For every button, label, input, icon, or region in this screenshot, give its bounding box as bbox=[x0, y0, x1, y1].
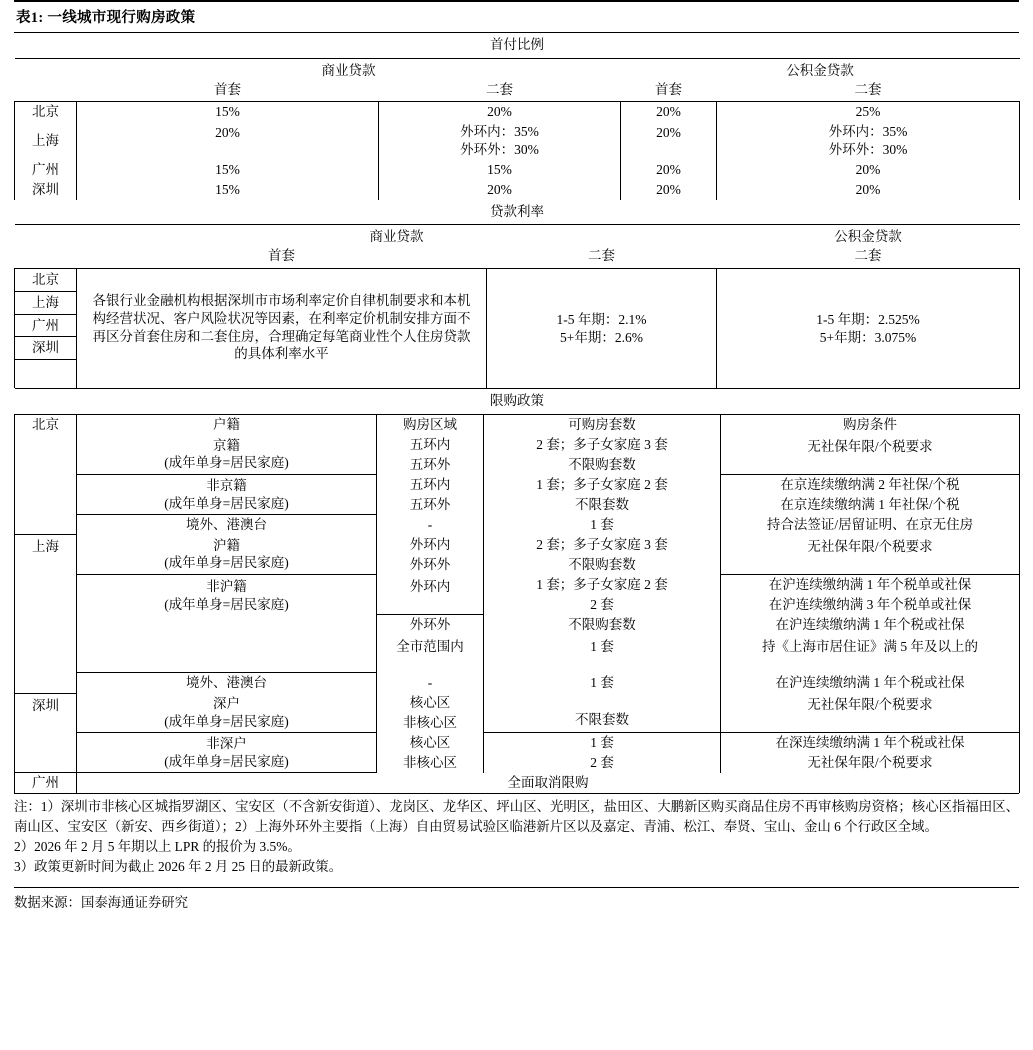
count-cell: 不限套数 bbox=[484, 693, 721, 733]
count-cell: 不限购套数 bbox=[484, 615, 721, 635]
area-cell: 核心区 bbox=[377, 693, 484, 713]
condition-cell: 在京连续缴纳满 1 年社保/个税 bbox=[721, 495, 1020, 515]
spacer-cell bbox=[15, 80, 77, 102]
hukou-cell: 境外、港澳台 bbox=[77, 673, 377, 693]
col-commercial-second: 二套 bbox=[379, 80, 621, 102]
area-cell: - bbox=[377, 515, 484, 535]
restriction-band-label: 限购政策 bbox=[15, 389, 1020, 415]
condition-cell: 在沪连续缴纳满 1 年个税或社保 bbox=[721, 673, 1020, 693]
count-cell: 1 套 bbox=[484, 515, 721, 535]
hukou-line: (成年单身=居民家庭) bbox=[164, 555, 289, 571]
group-commercial-label: 商业贷款 bbox=[321, 62, 376, 78]
count-cell: 1 套 bbox=[484, 733, 721, 753]
col-fund-second: 二套 bbox=[717, 80, 1020, 102]
hukou-cell bbox=[77, 733, 377, 773]
fund-first-rate-cell bbox=[487, 268, 717, 388]
col-commercial-first: 首套 bbox=[77, 80, 379, 102]
col-commercial-first: 首套 bbox=[77, 246, 487, 268]
header-count: 可购房套数 bbox=[484, 415, 721, 435]
table-row bbox=[15, 102, 1020, 122]
count-cell: 不限购套数 bbox=[484, 555, 721, 575]
count-cell-empty bbox=[484, 657, 721, 673]
table-row bbox=[15, 693, 1020, 713]
value-cell: 20% bbox=[621, 122, 717, 160]
table-row bbox=[15, 435, 1020, 455]
value-cell: 20% bbox=[621, 160, 717, 180]
city-label: 深圳 bbox=[15, 337, 76, 360]
hukou-line: 深户 bbox=[213, 695, 240, 711]
area-text: 全市范围内 bbox=[396, 638, 464, 654]
hukou-line: (成年单身=居民家庭) bbox=[164, 753, 289, 769]
hukou-cell bbox=[77, 474, 377, 514]
area-cell: 五环外 bbox=[377, 495, 484, 515]
count-cell: 2 套；多子女家庭 3 套 bbox=[484, 535, 721, 555]
count-cell: 2 套；多子女家庭 3 套 bbox=[484, 435, 721, 455]
area-cell-empty bbox=[377, 657, 484, 673]
city-label: 广州 bbox=[15, 160, 77, 180]
value-cell: 15% bbox=[77, 102, 379, 122]
page-title: 表1: 一线城市现行购房政策 bbox=[14, 0, 1019, 33]
city-label: 上海 bbox=[15, 292, 76, 315]
count-cell: 1 套；多子女家庭 2 套 bbox=[484, 575, 721, 595]
rate-line: 5+年期：2.6% bbox=[560, 329, 643, 345]
restriction-header-row bbox=[15, 415, 1020, 435]
table-row bbox=[15, 575, 1020, 595]
value-line: 外环外：30% bbox=[460, 142, 539, 158]
footnote-3: 3）政策更新时间为截止 2026 年 2 月 25 日的最新政策。 bbox=[14, 859, 343, 875]
hukou-cell bbox=[77, 435, 377, 475]
header-area: 购房区域 bbox=[377, 415, 484, 435]
value-cell: 15% bbox=[77, 180, 379, 200]
count-cell: 1 套 bbox=[484, 673, 721, 693]
hukou-line: (成年单身=居民家庭) bbox=[164, 495, 289, 511]
count-cell: 2 套 bbox=[484, 595, 721, 615]
hukou-cell bbox=[77, 693, 377, 733]
spacer-cell bbox=[15, 246, 77, 268]
hukou-line: 沪籍 bbox=[213, 537, 240, 553]
area-cell: 五环内 bbox=[377, 474, 484, 494]
city-label: 北京 bbox=[15, 102, 77, 122]
city-label: 深圳 bbox=[15, 693, 77, 773]
col-commercial-second: 二套 bbox=[487, 246, 717, 268]
value-cell bbox=[379, 122, 621, 160]
hukou-line: (成年单身=居民家庭) bbox=[164, 455, 289, 471]
condition-cell: 无社保年限/个税要求 bbox=[721, 693, 1020, 733]
count-cell: 不限套数 bbox=[484, 495, 721, 515]
area-cell: 核心区 bbox=[377, 733, 484, 753]
spacer-cell bbox=[15, 225, 77, 246]
city-label: 广州 bbox=[15, 773, 77, 793]
downpayment-group-row bbox=[15, 58, 1020, 79]
hukou-cell bbox=[77, 575, 377, 673]
header-condition: 购房条件 bbox=[721, 415, 1020, 435]
area-cell: 外环内 bbox=[377, 575, 484, 615]
city-label bbox=[15, 435, 77, 535]
rate-body-row bbox=[15, 268, 1020, 388]
city-label: 深圳 bbox=[15, 180, 77, 200]
guangzhou-policy-text: 全面取消限购 bbox=[77, 773, 1020, 793]
col-fund-second: 二套 bbox=[717, 246, 1020, 268]
table-row bbox=[15, 122, 1020, 160]
data-source: 数据来源：国泰海通证券研究 bbox=[14, 887, 1019, 911]
condition-cell: 无社保年限/个税要求 bbox=[721, 753, 1020, 773]
group-commercial-label: 商业贷款 bbox=[369, 229, 424, 245]
downpayment-table bbox=[14, 33, 1020, 200]
restriction-band-row bbox=[15, 389, 1020, 415]
area-cell: 外环内 bbox=[377, 535, 484, 555]
header-hukou: 户籍 bbox=[77, 415, 377, 435]
hukou-line: (成年单身=居民家庭) bbox=[164, 596, 289, 612]
condition-cell: 持《上海市居住证》满 5 年及以上的 bbox=[721, 635, 1020, 657]
rate-city-stack bbox=[15, 268, 77, 388]
value-cell: 20% bbox=[717, 180, 1020, 200]
rate-line: 1-5 年期：2.1% bbox=[556, 311, 647, 327]
table-row bbox=[15, 515, 1020, 535]
condition-cell: 在深连续缴纳满 1 年个税或社保 bbox=[721, 733, 1020, 753]
downpayment-band-row bbox=[15, 33, 1020, 58]
table-row bbox=[15, 535, 1020, 555]
hukou-line: 非深户 bbox=[206, 735, 247, 751]
area-cell: - bbox=[377, 673, 484, 693]
table-row bbox=[15, 733, 1020, 753]
rate-line: 5+年期：3.075% bbox=[819, 329, 917, 345]
rate-band-label: 贷款利率 bbox=[15, 200, 1020, 225]
city-label: 上海 bbox=[15, 535, 77, 693]
table-row bbox=[15, 773, 1020, 793]
condition-cell: 在沪连续缴纳满 1 年个税或社保 bbox=[721, 615, 1020, 635]
value-cell bbox=[717, 122, 1020, 160]
condition-cell: 在沪连续缴纳满 3 年个税单或社保 bbox=[721, 595, 1020, 615]
rate-table bbox=[14, 200, 1020, 389]
value-cell: 20% bbox=[379, 102, 621, 122]
hukou-cell bbox=[77, 535, 377, 575]
area-cell: 非核心区 bbox=[377, 753, 484, 773]
condition-cell: 在沪连续缴纳满 1 年个税单或社保 bbox=[721, 575, 1020, 595]
rate-line: 1-5 年期：2.525% bbox=[816, 311, 920, 327]
group-fund-label: 公积金贷款 bbox=[834, 229, 902, 245]
downpayment-subheader-row bbox=[15, 80, 1020, 102]
hukou-line: 京籍 bbox=[213, 437, 240, 453]
condition-cell-empty bbox=[721, 657, 1020, 673]
condition-cell: 无社保年限/个税要求 bbox=[721, 535, 1020, 575]
condition-cell: 在京连续缴纳满 2 年社保/个税 bbox=[721, 474, 1020, 494]
value-cell: 20% bbox=[717, 160, 1020, 180]
downpayment-band-label: 首付比例 bbox=[15, 33, 1020, 58]
value-cell: 20% bbox=[621, 102, 717, 122]
value-line: 外环外：30% bbox=[828, 142, 908, 158]
group-fund-label: 公积金贷款 bbox=[786, 62, 854, 78]
condition-cell: 无社保年限/个税要求 bbox=[721, 435, 1020, 475]
city-label: 广州 bbox=[15, 315, 76, 338]
commercial-rate-note: 各银行业金融机构根据深圳市市场利率定价自律机制要求和本机构经营状况、客户风险状况等因素，在利率定价机制安排方面不再区分首套住房和二套住房，合理确定每笔商业性个人住房贷款的具体利率水平 bbox=[77, 268, 487, 388]
condition-cell: 持合法签证/居留证明、在京无住房 bbox=[721, 515, 1020, 535]
header-city: 北京 bbox=[15, 415, 77, 435]
city-label: 北京 bbox=[15, 269, 76, 292]
footnote-2: 2）2026 年 2 月 5 年期以上 LPR 的报价为 3.5%。 bbox=[14, 839, 301, 855]
restriction-table bbox=[14, 388, 1020, 793]
value-cell: 25% bbox=[717, 102, 1020, 122]
rate-band-row bbox=[15, 200, 1020, 225]
area-cell bbox=[377, 635, 484, 657]
value-cell: 20% bbox=[77, 122, 379, 160]
value-line: 外环内：35% bbox=[460, 124, 539, 140]
count-cell: 1 套 bbox=[484, 635, 721, 657]
footnotes bbox=[14, 793, 1019, 877]
area-cell: 外环外 bbox=[377, 615, 484, 635]
hukou-line: (成年单身=居民家庭) bbox=[164, 713, 289, 729]
table-row bbox=[15, 180, 1020, 200]
count-cell: 1 套；多子女家庭 2 套 bbox=[484, 474, 721, 494]
spacer-cell bbox=[15, 58, 77, 79]
hukou-line: 非沪籍 bbox=[206, 579, 247, 594]
count-cell: 不限购套数 bbox=[484, 455, 721, 475]
col-fund-first: 首套 bbox=[621, 80, 717, 102]
area-cell: 外环外 bbox=[377, 555, 484, 575]
city-stack-filler bbox=[15, 360, 76, 388]
count-cell: 2 套 bbox=[484, 753, 721, 773]
rate-subheader-row bbox=[15, 246, 1020, 268]
table-row bbox=[15, 474, 1020, 494]
city-label: 上海 bbox=[15, 122, 77, 160]
area-cell: 非核心区 bbox=[377, 713, 484, 733]
table-row bbox=[15, 673, 1020, 693]
value-line: 外环内：35% bbox=[828, 124, 908, 140]
area-cell: 五环内 bbox=[377, 435, 484, 455]
hukou-line: 非京籍 bbox=[206, 477, 247, 493]
area-cell: 五环外 bbox=[377, 455, 484, 475]
fund-second-rate-cell bbox=[717, 268, 1020, 388]
value-cell: 15% bbox=[379, 160, 621, 180]
footnote-1: 注：1）深圳市非核心区城指罗湖区、宝安区（不含新安街道）、龙岗区、龙华区、坪山区、光明区，盐田区、大鹏新区购买商品住房不再审核购房资格；核心区指福田区、南山区、宝安区（新安、西乡街道）；2）上海外环外主要指（上海）自由贸易试验区临港新片区以及嘉定、青浦、松江、奉贤、宝山、金山 6 个行政区全域。 bbox=[14, 799, 1019, 835]
hukou-cell: 境外、港澳台 bbox=[77, 515, 377, 535]
value-cell: 20% bbox=[379, 180, 621, 200]
table-row bbox=[15, 160, 1020, 180]
rate-group-row bbox=[15, 225, 1020, 246]
value-cell: 15% bbox=[77, 160, 379, 180]
value-cell: 20% bbox=[621, 180, 717, 200]
